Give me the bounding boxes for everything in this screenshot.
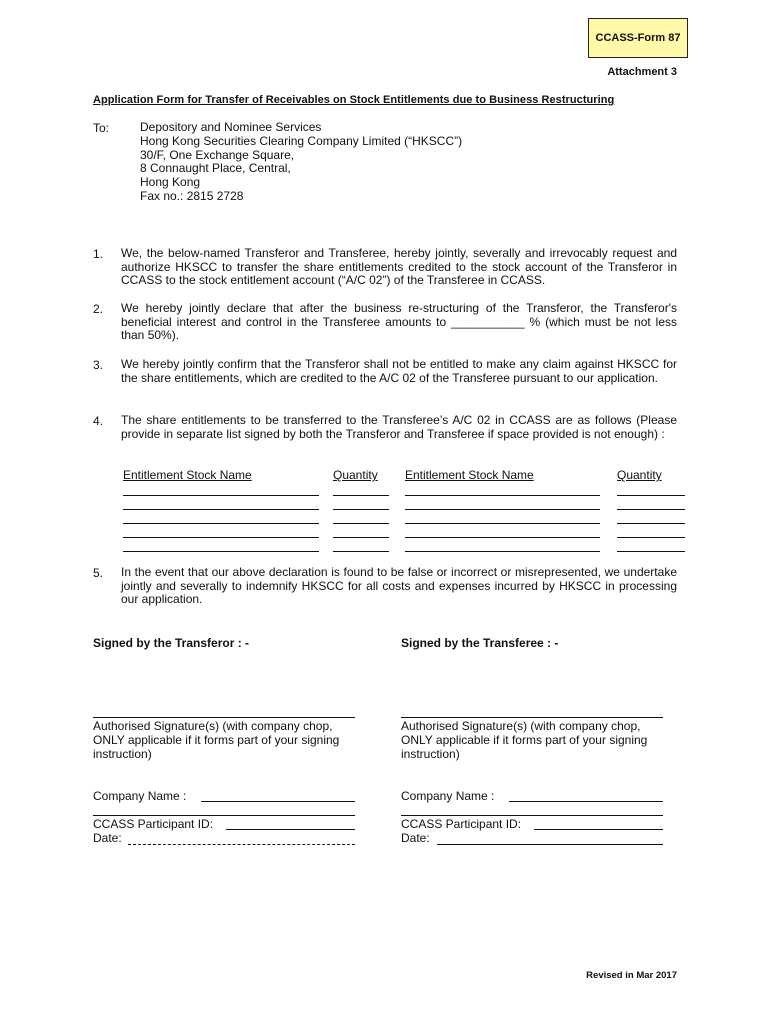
table-entry-line[interactable]	[405, 551, 600, 552]
transferor-heading: Signed by the Transferor : -	[93, 636, 250, 650]
table-entry-line[interactable]	[123, 495, 319, 496]
transferor-signature-caption: Authorised Signature(s) (with company chop, ONLY applicable if it forms part of your signing instruction)	[93, 719, 340, 761]
clause-text: In the event that our above declaration is found to be false or incorrect or misrepresented, we undertake jointly and severally to indemnify HKSCC for all costs and expenses incurred by HKSCC in processing our application.	[121, 565, 677, 607]
clause-number: 5.	[93, 566, 104, 580]
form-code-box	[588, 18, 688, 58]
table-entry-line[interactable]	[405, 495, 600, 496]
transferee-date-field[interactable]	[437, 844, 663, 845]
address-line: Depository and Nominee Services	[140, 120, 322, 134]
clause-text: We hereby jointly declare that after the business re-structuring of the Transferor, the Transferor's beneficial interest and control in the Transferee amounts to ___________ % (which must be not less than 50%).	[121, 301, 677, 343]
transferor-signature-line[interactable]	[93, 717, 355, 718]
attachment-label: Attachment 3	[607, 66, 677, 78]
address-line: 8 Connaught Place, Central,	[140, 161, 291, 176]
table-entry-line[interactable]	[123, 551, 319, 552]
transferee-participant-label: CCASS Participant ID:	[401, 817, 522, 831]
transferee-company-label: Company Name :	[401, 789, 495, 803]
transferee-heading: Signed by the Transferee : -	[401, 636, 559, 650]
clause-number: 2.	[93, 302, 104, 316]
transferor-extra-line[interactable]	[93, 815, 355, 816]
col-header-stock-name-1: Entitlement Stock Name	[123, 468, 252, 482]
table-entry-line[interactable]	[333, 537, 389, 538]
transferee-signature-line[interactable]	[401, 717, 663, 718]
clause-number: 1.	[93, 247, 104, 261]
table-entry-line[interactable]	[617, 495, 685, 496]
revision-note: Revised in Mar 2017	[586, 970, 677, 981]
form-title: Application Form for Transfer of Receivables on Stock Entitlements due to Business Restructuring	[93, 94, 615, 106]
table-entry-line[interactable]	[617, 537, 685, 538]
clause-number: 3.	[93, 358, 104, 372]
table-entry-line[interactable]	[123, 537, 319, 538]
recipient-address	[140, 121, 462, 204]
transferor-company-field[interactable]	[201, 801, 355, 802]
transferee-company-field[interactable]	[509, 801, 663, 802]
table-entry-line[interactable]	[123, 509, 319, 510]
clause-text: The share entitlements to be transferred to the Transferee’s A/C 02 in CCASS are as follows (Please provide in separate list signed by both the Transferor and Transferee if space provided is not enough) :	[121, 413, 677, 441]
col-header-quantity-2: Quantity	[617, 468, 662, 482]
address-line: Hong Kong Securities Clearing Company Limited (“HKSCC”)	[140, 133, 463, 148]
clause-text: We hereby jointly confirm that the Transferor shall not be entitled to make any claim against HKSCC for the share entitlements, which are credited to the A/C 02 of the Transferee pursuant to our application.	[121, 357, 677, 385]
address-line: Fax no.: 2815 2728	[140, 188, 244, 203]
table-entry-line[interactable]	[333, 523, 389, 524]
transferor-participant-label: CCASS Participant ID:	[93, 817, 214, 831]
table-entry-line[interactable]	[123, 523, 319, 524]
col-header-quantity-1: Quantity	[333, 468, 378, 482]
table-entry-line[interactable]	[333, 495, 389, 496]
to-label: To:	[93, 121, 110, 135]
table-entry-line[interactable]	[405, 523, 600, 524]
table-entry-line[interactable]	[333, 551, 389, 552]
table-entry-line[interactable]	[617, 509, 685, 510]
col-header-stock-name-2: Entitlement Stock Name	[405, 468, 534, 482]
transferor-date-field[interactable]	[128, 844, 355, 845]
clause-number: 4.	[93, 414, 104, 428]
address-line: 30/F, One Exchange Square,	[140, 147, 295, 162]
table-entry-line[interactable]	[405, 537, 600, 538]
transferor-date-label: Date:	[93, 831, 122, 845]
table-entry-line[interactable]	[333, 509, 389, 510]
transferor-participant-field[interactable]	[226, 829, 355, 830]
table-entry-line[interactable]	[617, 551, 685, 552]
transferee-date-label: Date:	[401, 831, 430, 845]
table-entry-line[interactable]	[405, 509, 600, 510]
form-code: CCASS-Form 87	[595, 32, 681, 44]
clause-text: We, the below-named Transferor and Transferee, hereby jointly, severally and irrevocably request and authorize HKSCC to transfer the share entitlements credited to the stock account of the Transferor in CCASS to the stock entitlement account (“A/C 02”) of the Transferee in CCASS.	[121, 246, 677, 288]
address-line: Hong Kong	[140, 175, 201, 190]
table-entry-line[interactable]	[617, 523, 685, 524]
transferee-participant-field[interactable]	[534, 829, 663, 830]
transferee-signature-caption: Authorised Signature(s) (with company chop, ONLY applicable if it forms part of your signing instruction)	[401, 719, 648, 761]
transferor-company-label: Company Name :	[93, 789, 187, 803]
transferee-extra-line[interactable]	[401, 815, 663, 816]
